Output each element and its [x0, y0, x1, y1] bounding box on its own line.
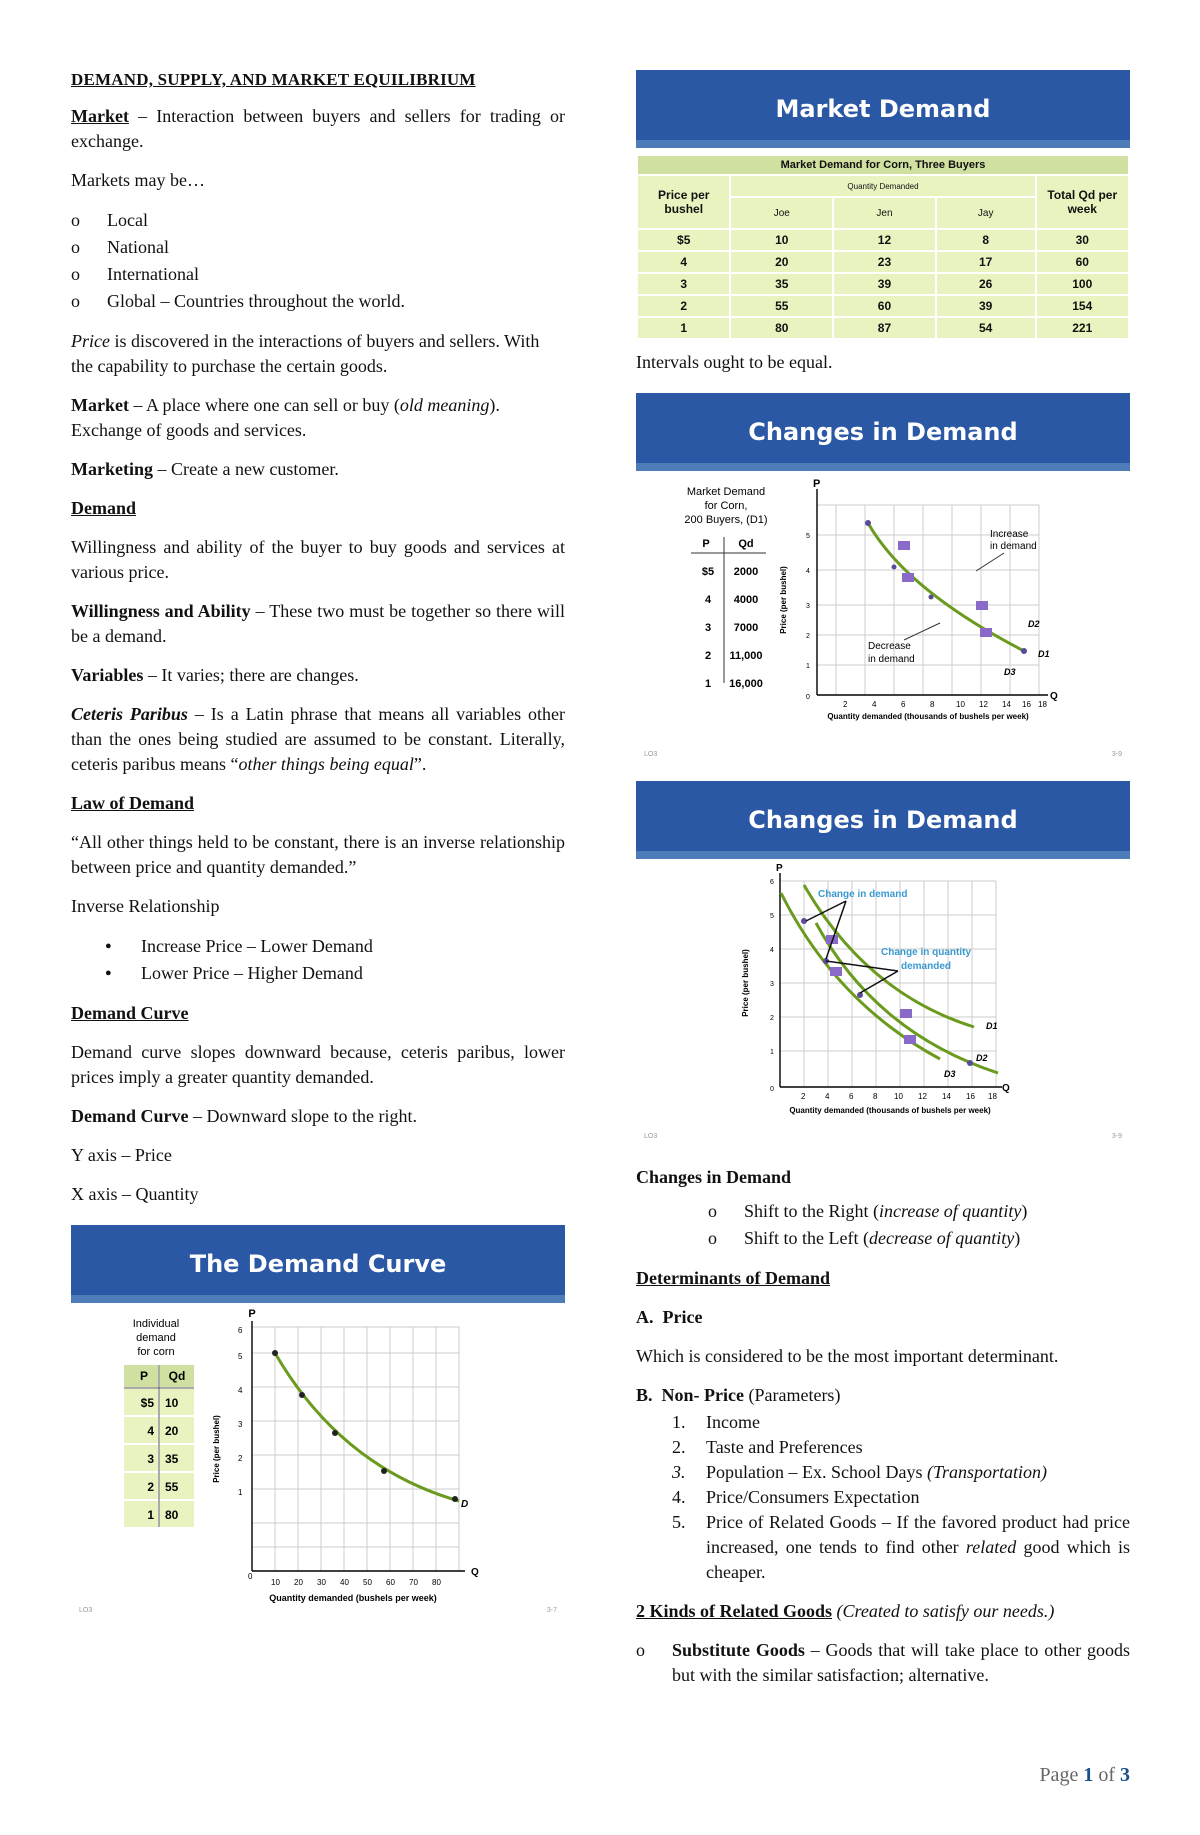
page-number: Page 1 of 3 — [1039, 1764, 1130, 1786]
svg-text:6: 6 — [770, 879, 774, 886]
nonprice-list — [672, 1410, 1130, 1585]
svg-text:6: 6 — [849, 1092, 854, 1101]
document-title: DEMAND, SUPPLY, AND MARKET EQUILIBRIUM — [71, 70, 476, 89]
svg-text:0: 0 — [806, 694, 810, 701]
slide-market-demand — [636, 70, 1130, 335]
table-row: 3 35 39 26 100 — [637, 273, 1129, 295]
list-item: ● Increase Price – Lower Demand — [71, 933, 565, 960]
svg-text:35: 35 — [165, 1452, 179, 1466]
svg-text:Decrease: Decrease — [868, 641, 911, 652]
related-goods-list — [636, 1638, 1130, 1688]
svg-text:D2: D2 — [1028, 619, 1040, 629]
svg-text:Q: Q — [1050, 691, 1058, 702]
slide-title: Changes in Demand — [636, 781, 1130, 859]
svg-text:Quantity demanded (bushels per: Quantity demanded (bushels per week) — [269, 1593, 437, 1603]
market-demand-table — [636, 154, 1130, 340]
svg-text:1: 1 — [704, 678, 712, 690]
svg-text:12: 12 — [979, 700, 988, 709]
svg-text:10: 10 — [165, 1396, 179, 1410]
demand-definition: Willingness and ability of the buyer to buy goods and services at various price. — [71, 537, 565, 582]
svg-text:30: 30 — [317, 1578, 326, 1587]
svg-text:4: 4 — [770, 947, 774, 954]
column-header: Jen — [833, 197, 936, 229]
svg-text:Qd: Qd — [168, 1369, 186, 1383]
intervals-note: Intervals ought to be equal. — [636, 352, 833, 372]
svg-text:for Corn,: for Corn, — [704, 500, 748, 512]
svg-text:Q: Q — [471, 1567, 479, 1578]
svg-text:Increase: Increase — [990, 529, 1029, 540]
right-text-section — [636, 1165, 1130, 1688]
related-goods-heading: 2 Kinds of Related Goods (Created to satisfy our needs.) — [636, 1601, 1055, 1621]
svg-text:0: 0 — [248, 1572, 253, 1581]
slide-changes-in-demand-1 — [636, 393, 1130, 763]
svg-text:Price (per bushel): Price (per bushel) — [212, 1415, 221, 1483]
svg-text:P: P — [776, 863, 783, 874]
markets-may-be: Markets may be… — [71, 170, 205, 190]
changes-demand-chart-1 — [779, 478, 1058, 721]
svg-text:4: 4 — [825, 1092, 830, 1101]
x-axis-note: X axis – Quantity — [71, 1184, 199, 1204]
svg-text:200 Buyers, (D1): 200 Buyers, (D1) — [684, 514, 768, 526]
market-old-meaning: Market – A place where one can sell or buy (old meaning). Exchange of goods and services. — [71, 395, 500, 440]
svg-text:4: 4 — [872, 700, 877, 709]
table-caption: for corn — [137, 1346, 175, 1358]
svg-text:Quantity demanded (thousands o: Quantity demanded (thousands of bushels per week) — [789, 1106, 991, 1115]
svg-text:14: 14 — [942, 1092, 951, 1101]
slide-title: Market Demand — [636, 70, 1130, 148]
svg-text:50: 50 — [363, 1578, 372, 1587]
svg-text:80: 80 — [165, 1508, 179, 1522]
svg-text:6: 6 — [238, 1326, 243, 1335]
list-item: o Shift to the Right (increase of quantity) — [708, 1198, 1130, 1225]
svg-text:1: 1 — [147, 1508, 154, 1522]
svg-text:$5: $5 — [140, 1396, 154, 1410]
svg-text:60: 60 — [386, 1578, 395, 1587]
slide-corner-left: LO3 — [644, 751, 658, 758]
svg-text:Qd: Qd — [738, 538, 754, 550]
svg-text:3: 3 — [147, 1452, 154, 1466]
variables-definition: Variables – It varies; there are changes. — [71, 665, 359, 685]
svg-text:2000: 2000 — [733, 566, 759, 578]
svg-text:Change in demand: Change in demand — [818, 889, 908, 900]
svg-text:14: 14 — [1002, 700, 1011, 709]
slide-changes-in-demand-2 — [636, 781, 1130, 1161]
svg-text:10: 10 — [271, 1578, 280, 1587]
svg-text:70: 70 — [409, 1578, 418, 1587]
demand-curve-figure — [71, 1307, 565, 1607]
table-caption: demand — [136, 1332, 176, 1344]
svg-text:D3: D3 — [944, 1069, 956, 1079]
table-row: 4 20 23 17 60 — [637, 251, 1129, 273]
svg-text:Q: Q — [1002, 1083, 1010, 1094]
svg-text:2: 2 — [770, 1015, 774, 1022]
column-header: Quantity Demanded — [730, 175, 1035, 197]
column-header: Jay — [936, 197, 1036, 229]
svg-text:7000: 7000 — [733, 622, 759, 634]
svg-text:2: 2 — [806, 633, 810, 640]
price-determinant: A. Price — [636, 1307, 703, 1327]
svg-text:P: P — [702, 538, 710, 550]
svg-text:$5: $5 — [701, 566, 715, 578]
changes-demand-figure-2 — [636, 863, 1130, 1153]
law-quote: “All other things held to be constant, there is an inverse relationship between price and quantity demanded.” — [71, 832, 565, 877]
svg-text:5: 5 — [770, 913, 774, 920]
svg-text:4: 4 — [704, 594, 712, 606]
svg-text:3: 3 — [770, 981, 774, 988]
svg-text:16: 16 — [1022, 700, 1031, 709]
left-column — [71, 70, 565, 1615]
list-item: 5. Price of Related Goods – If the favored product had price increased, one tends to find other related good which is cheaper. — [672, 1512, 1130, 1582]
market-demand-200-table — [691, 537, 766, 690]
svg-text:3: 3 — [704, 622, 712, 634]
svg-text:5: 5 — [806, 533, 810, 540]
table-row: 1 80 87 54 221 — [637, 317, 1129, 339]
svg-text:18: 18 — [1038, 700, 1047, 709]
svg-text:in demand: in demand — [868, 654, 915, 665]
svg-text:2: 2 — [843, 700, 848, 709]
slide-title: The Demand Curve — [71, 1225, 565, 1303]
svg-text:2: 2 — [238, 1454, 243, 1463]
demand-curve-chart — [212, 1308, 479, 1603]
svg-text:D1: D1 — [1038, 649, 1050, 659]
svg-text:D1: D1 — [986, 1021, 998, 1031]
determinants-heading: Determinants of Demand — [636, 1268, 830, 1288]
svg-text:5: 5 — [238, 1352, 243, 1361]
svg-text:18: 18 — [988, 1092, 997, 1101]
slide-title: Changes in Demand — [636, 393, 1130, 471]
svg-text:1: 1 — [806, 663, 810, 670]
list-item: o Shift to the Left (decrease of quantity) — [708, 1225, 1130, 1252]
svg-text:1: 1 — [238, 1488, 243, 1497]
svg-text:Quantity demanded (thousands o: Quantity demanded (thousands of bushels per week) — [827, 712, 1029, 721]
svg-text:in demand: in demand — [990, 541, 1037, 552]
svg-text:16,000: 16,000 — [729, 678, 763, 690]
changes-demand-chart-2 — [741, 863, 1010, 1115]
svg-text:11,000: 11,000 — [729, 650, 763, 662]
market-definition: Market – Interaction between buyers and sellers for trading or exchange. — [71, 106, 565, 151]
svg-text:80: 80 — [432, 1578, 441, 1587]
svg-text:10: 10 — [894, 1092, 903, 1101]
column-header: Joe — [730, 197, 833, 229]
svg-text:20: 20 — [294, 1578, 303, 1587]
demand-curve-definition: Demand curve slopes downward because, ceteris paribus, lower prices imply a greater quantity demanded. — [71, 1042, 565, 1087]
svg-text:Price (per bushel): Price (per bushel) — [779, 566, 788, 634]
svg-text:demanded: demanded — [900, 961, 952, 972]
market-types-list — [71, 207, 565, 315]
table-row: 2 55 60 39 154 — [637, 295, 1129, 317]
changes-heading: Changes in Demand — [636, 1167, 792, 1187]
svg-text:6: 6 — [901, 700, 906, 709]
demand-curve-slope: Demand Curve – Downward slope to the right. — [71, 1106, 417, 1126]
svg-text:4: 4 — [806, 568, 810, 575]
svg-text:Price (per bushel): Price (per bushel) — [741, 949, 750, 1017]
nonprice-determinant: B. Non- Price (Parameters) — [636, 1385, 841, 1405]
list-item: 2. Taste and Preferences — [672, 1437, 863, 1457]
svg-text:4000: 4000 — [733, 594, 759, 606]
list-item: o Local — [71, 207, 565, 234]
svg-text:8: 8 — [930, 700, 935, 709]
list-item: 3. Population – Ex. School Days (Transportation) — [672, 1462, 1048, 1482]
list-item: 1. Income — [672, 1412, 760, 1432]
table-title: Market Demand for Corn, Three Buyers — [637, 155, 1129, 175]
ceteris-paribus: Ceteris Paribus – Is a Latin phrase that means all variables other than the ones being studied are assumed to be constant. Literally, ceteris paribus means “other things being equal”. — [71, 704, 565, 774]
svg-text:3: 3 — [806, 603, 810, 610]
svg-text:Change in quantity: Change in quantity — [881, 947, 971, 958]
marketing-definition: Marketing – Create a new customer. — [71, 459, 339, 479]
svg-text:4: 4 — [238, 1386, 243, 1395]
list-item: o Substitute Goods – Goods that will take place to other goods but with the similar satisfaction; alternative. — [636, 1638, 1130, 1688]
individual-demand-table — [124, 1365, 194, 1527]
column-header: Total Qd per week — [1036, 175, 1129, 229]
price-determinant-text: Which is considered to be the most important determinant. — [636, 1346, 1059, 1366]
slide-corner-right: 3-9 — [1111, 751, 1122, 758]
svg-text:P: P — [139, 1369, 149, 1383]
svg-text:12: 12 — [918, 1092, 927, 1101]
table-row: $5 10 12 8 30 — [637, 229, 1129, 251]
svg-text:16: 16 — [966, 1092, 975, 1101]
table-caption: Individual — [132, 1318, 180, 1330]
price-paragraph: Price is discovered in the interactions of buyers and sellers. With the capability to purchase the certain goods. — [71, 331, 540, 376]
svg-text:D: D — [461, 1499, 469, 1510]
slide-corner-right: 3-9 — [1111, 1133, 1122, 1140]
inverse-list — [71, 933, 565, 987]
demand-curve-heading: Demand Curve — [71, 1003, 189, 1023]
shift-list — [708, 1198, 1130, 1252]
svg-text:20: 20 — [165, 1424, 179, 1438]
slide-corner-right: 3-7 — [546, 1607, 557, 1614]
slide-corner-left: LO3 — [644, 1133, 658, 1140]
list-item: ● Lower Price – Higher Demand — [71, 960, 565, 987]
svg-text:2: 2 — [147, 1480, 154, 1494]
list-item: o International — [71, 261, 565, 288]
column-header: Price per bushel — [637, 175, 730, 229]
svg-text:3: 3 — [238, 1420, 243, 1429]
svg-text:10: 10 — [956, 700, 965, 709]
changes-demand-figure-1 — [636, 475, 1130, 753]
svg-text:P: P — [813, 478, 821, 490]
svg-text:2: 2 — [801, 1092, 806, 1101]
svg-text:D3: D3 — [1004, 667, 1016, 677]
y-axis-note: Y axis – Price — [71, 1145, 172, 1165]
list-item: 4. Price/Consumers Expectation — [672, 1487, 920, 1507]
slide-demand-curve — [71, 1225, 565, 1615]
right-column — [636, 70, 1130, 1702]
slide-corner-left: LO3 — [79, 1607, 93, 1614]
inverse-relationship: Inverse Relationship — [71, 896, 220, 916]
svg-text:2: 2 — [704, 650, 712, 662]
svg-text:D2: D2 — [976, 1053, 988, 1063]
svg-text:0: 0 — [770, 1086, 774, 1093]
svg-text:1: 1 — [770, 1049, 774, 1056]
svg-text:8: 8 — [873, 1092, 878, 1101]
svg-text:55: 55 — [165, 1480, 179, 1494]
demand-heading: Demand — [71, 498, 137, 518]
list-item: o National — [71, 234, 565, 261]
willingness-ability: Willingness and Ability – These two must be together so there will be a demand. — [71, 601, 565, 646]
list-item: o Global – Countries throughout the world. — [71, 288, 565, 315]
svg-text:P: P — [248, 1308, 256, 1320]
svg-text:Market Demand: Market Demand — [686, 486, 766, 498]
law-of-demand-heading: Law of Demand — [71, 793, 195, 813]
svg-text:40: 40 — [340, 1578, 349, 1587]
svg-text:4: 4 — [147, 1424, 154, 1438]
